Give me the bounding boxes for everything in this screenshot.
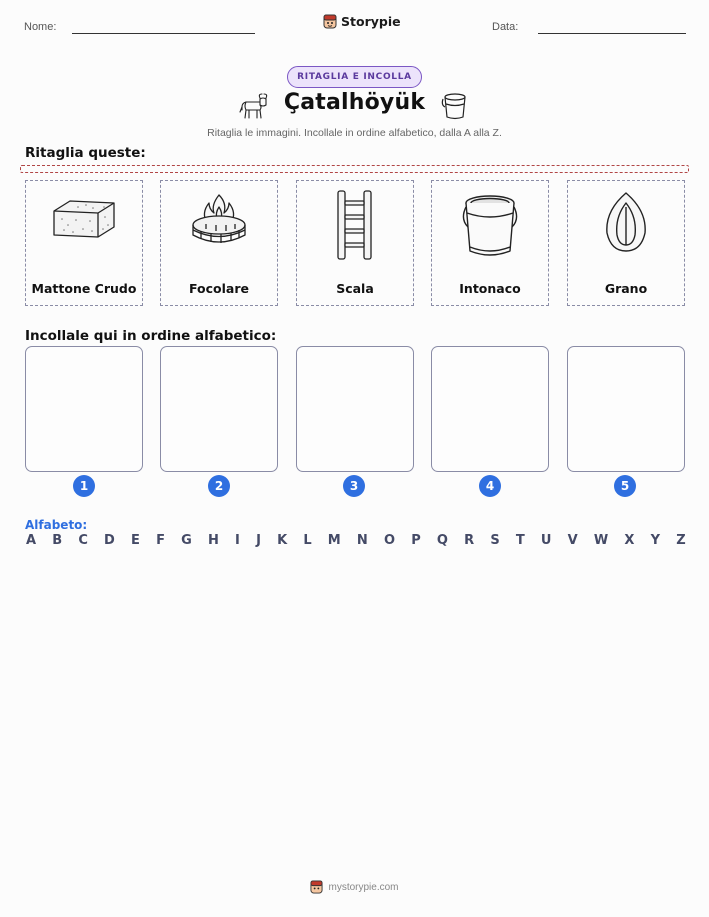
alphabet-letter: B: [52, 533, 63, 548]
name-label: Nome:: [24, 21, 57, 33]
paste-slot-5[interactable]: [567, 346, 685, 472]
cut-heading: Ritaglia queste:: [25, 145, 146, 161]
cut-card-mud-brick[interactable]: [25, 180, 143, 306]
alphabet-letter: W: [593, 533, 609, 548]
alphabet-letter: E: [131, 533, 140, 548]
cut-card-ladder[interactable]: [296, 180, 414, 306]
alphabet-letter: V: [567, 533, 578, 548]
card-label: Scala: [336, 281, 374, 296]
alphabet-letter: X: [624, 533, 635, 548]
paste-slot-1[interactable]: [25, 346, 143, 472]
footer: [0, 880, 709, 894]
alphabet-letter: A: [26, 533, 37, 548]
alphabet-letter: P: [411, 533, 421, 548]
alphabet-letter: J: [256, 533, 261, 548]
alphabet-letter: N: [356, 533, 368, 548]
alphabet-letter: D: [104, 533, 115, 548]
paste-slot-4[interactable]: [431, 346, 549, 472]
instructions: Ritaglia le immagini. Incollale in ordine alfabetico, dalla A alla Z.: [207, 127, 502, 139]
alphabet-letter: Z: [676, 533, 686, 548]
date-label: Data:: [492, 21, 519, 33]
alphabet-letter: C: [78, 533, 88, 548]
brand-logo: [323, 14, 401, 29]
mud-brick-icon: [48, 189, 120, 247]
slot-number-badge: 3: [343, 475, 365, 497]
alphabet-letter: K: [277, 533, 288, 548]
cut-card-plaster[interactable]: [431, 180, 549, 306]
activity-badge: RITAGLIA E INCOLLA: [287, 66, 422, 88]
slot-number-badge: 5: [614, 475, 636, 497]
plaster-bucket-icon: [460, 189, 520, 259]
alphabet-letter: T: [515, 533, 525, 548]
alphabet-letter: S: [490, 533, 500, 548]
alphabet-letter: Y: [650, 533, 661, 548]
cut-card-grain[interactable]: [567, 180, 685, 306]
alphabet-row: [26, 533, 686, 548]
bucket-icon: [441, 91, 469, 121]
date-line[interactable]: [538, 33, 686, 34]
slot-number-badge: 1: [73, 475, 95, 497]
ladder-icon: [330, 189, 380, 261]
card-label: Intonaco: [459, 281, 521, 296]
paste-slot-3[interactable]: [296, 346, 414, 472]
page-title: Çatalhöyük: [283, 90, 426, 115]
name-line[interactable]: [72, 33, 255, 34]
alphabet-letter: R: [464, 533, 475, 548]
paste-slot-2[interactable]: [160, 346, 278, 472]
alphabet-letter: H: [207, 533, 219, 548]
cut-line[interactable]: [20, 165, 689, 173]
alphabet-letter: F: [156, 533, 165, 548]
paste-heading: Incollale qui in ordine alfabetico:: [25, 328, 277, 344]
alphabet-label: Alfabeto:: [25, 518, 88, 532]
footer-url[interactable]: mystorypie.com: [328, 881, 399, 893]
alphabet-letter: M: [327, 533, 341, 548]
grain-icon: [601, 189, 651, 255]
alphabet-letter: U: [540, 533, 552, 548]
hearth-icon: [187, 189, 251, 251]
slot-number-badge: 2: [208, 475, 230, 497]
alphabet-letter: I: [235, 533, 240, 548]
alphabet-letter: L: [303, 533, 312, 548]
cut-card-hearth[interactable]: [160, 180, 278, 306]
slot-number-badge: 4: [479, 475, 501, 497]
card-label: Mattone Crudo: [31, 281, 137, 296]
card-label: Focolare: [189, 281, 249, 296]
storypie-mascot-icon: [323, 14, 337, 29]
card-label: Grano: [604, 281, 648, 296]
alphabet-letter: G: [181, 533, 192, 548]
brand-name: Storypie: [341, 14, 401, 29]
storypie-mascot-icon: [310, 880, 323, 894]
alphabet-letter: Q: [436, 533, 448, 548]
alphabet-letter: O: [383, 533, 396, 548]
